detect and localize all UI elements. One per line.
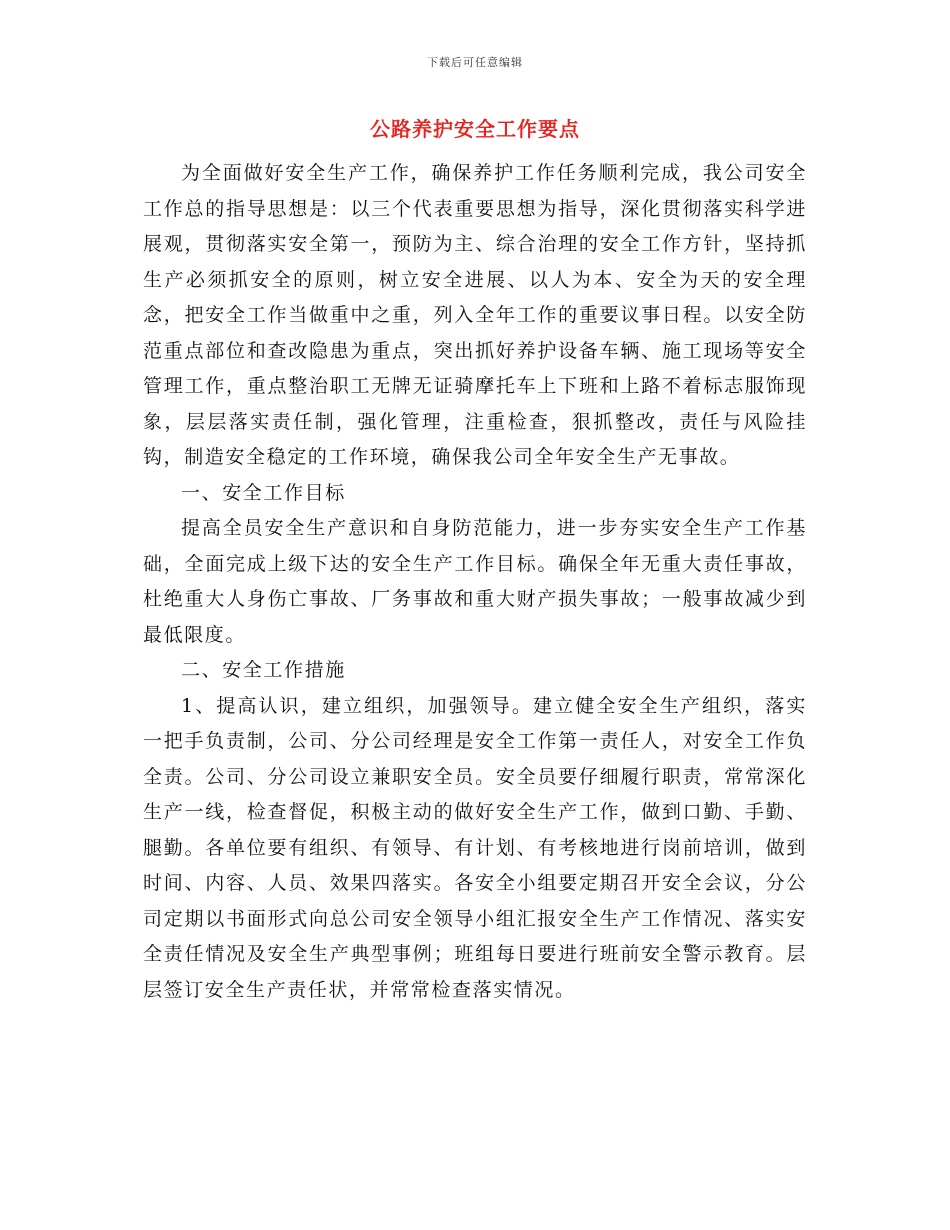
header-note: 下载后可任意编辑 [427, 56, 523, 69]
section-heading-goals: 一、安全工作目标 [181, 481, 346, 504]
document-title: 公路养护安全工作要点 [370, 117, 580, 141]
section-heading-measures: 二、安全工作措施 [181, 659, 346, 681]
paragraph-goals: 提高全员安全生产意识和自身防范能力，进一步夯实安全生产工作基础，全面完成上级下达的安全生产工作目标。确保全年无重大责任事故，杜绝重大人身伤亡事故、厂务事故和重大财产损失事故；一般事故减少到最低限度。 [143, 517, 807, 646]
document-body [143, 156, 807, 1008]
paragraph-guiding-ideology: 为全面做好安全生产工作，确保养护工作任务顺利完成，我公司安全工作总的指导思想是：以三个代表重要思想为指导，深化贯彻落实科学进展观，贯彻落实安全第一，预防为主、综合治理的安全工作方针，坚持抓生产必须抓安全的原则，树立安全进展、以人为本、安全为天的安全理念，把安全工作当做重中之重，列入全年工作的重要议事日程。以安全防范重点部位和查改隐患为重点，突出抓好养护设备车辆、施工现场等安全管理工作，重点整治职工无牌无证骑摩托车上下班和上路不着标志服饰现象，层层落实责任制，强化管理，注重检查，狠抓整改，责任与风险挂钩，制造安全稳定的工作环境，确保我公司全年安全生产无事故。 [143, 162, 807, 468]
paragraph-measure-1: 1、提高认识，建立组织，加强领导。建立健全安全生产组织，落实一把手负责制，公司、分公司经理是安全工作第一责任人，对安全工作负全责。公司、分公司设立兼职安全员。安全员要仔细履行职责，常常深化生产一线，检查督促，积极主动的做好安全生产工作，做到口勤、手勤、腿勤。各单位要有组织、有领导、有计划、有考核地进行岗前培训，做到时间、内容、人员、效果四落实。各安全小组要定期召开安全会议，分公司定期以书面形式向总公司安全领导小组汇报安全生产工作情况、落实安全责任情况及安全生产典型事例；班组每日要进行班前安全警示教育。层层签订安全生产责任状，并常常检查落实情况。 [143, 694, 807, 1001]
